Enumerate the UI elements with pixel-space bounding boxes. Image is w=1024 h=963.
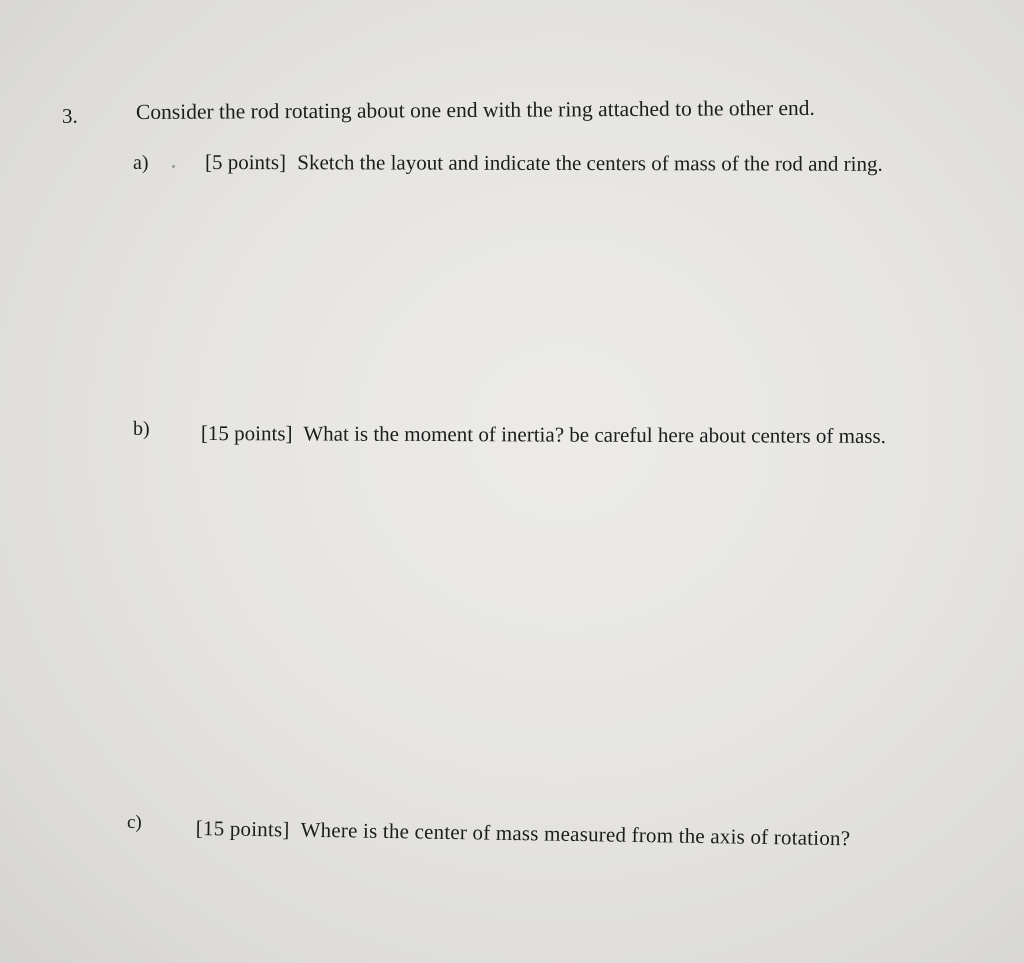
ink-speck	[172, 165, 175, 168]
part-b-question: What is the moment of inertia? be careful here about centers of mass.	[303, 421, 886, 448]
part-a-question: Sketch the layout and indicate the centers of mass of the rod and ring.	[297, 150, 883, 176]
question-stem: Consider the rod rotating about one end with the ring attached to the other end.	[135, 95, 815, 124]
question-number: 3.	[62, 104, 78, 128]
part-c-text	[196, 815, 912, 853]
part-b-text	[201, 420, 934, 450]
part-a-label: a)	[133, 152, 149, 174]
part-c-points: [15 points]	[195, 815, 290, 842]
part-b-label: b)	[133, 418, 150, 440]
part-c-label: c)	[127, 812, 142, 833]
part-c-question: Where is the center of mass measured from the axis of rotation?	[300, 817, 851, 851]
part-b-points: [15 points]	[200, 421, 293, 446]
part-a-points: [5 points]	[204, 150, 287, 175]
part-a-text	[205, 149, 953, 178]
